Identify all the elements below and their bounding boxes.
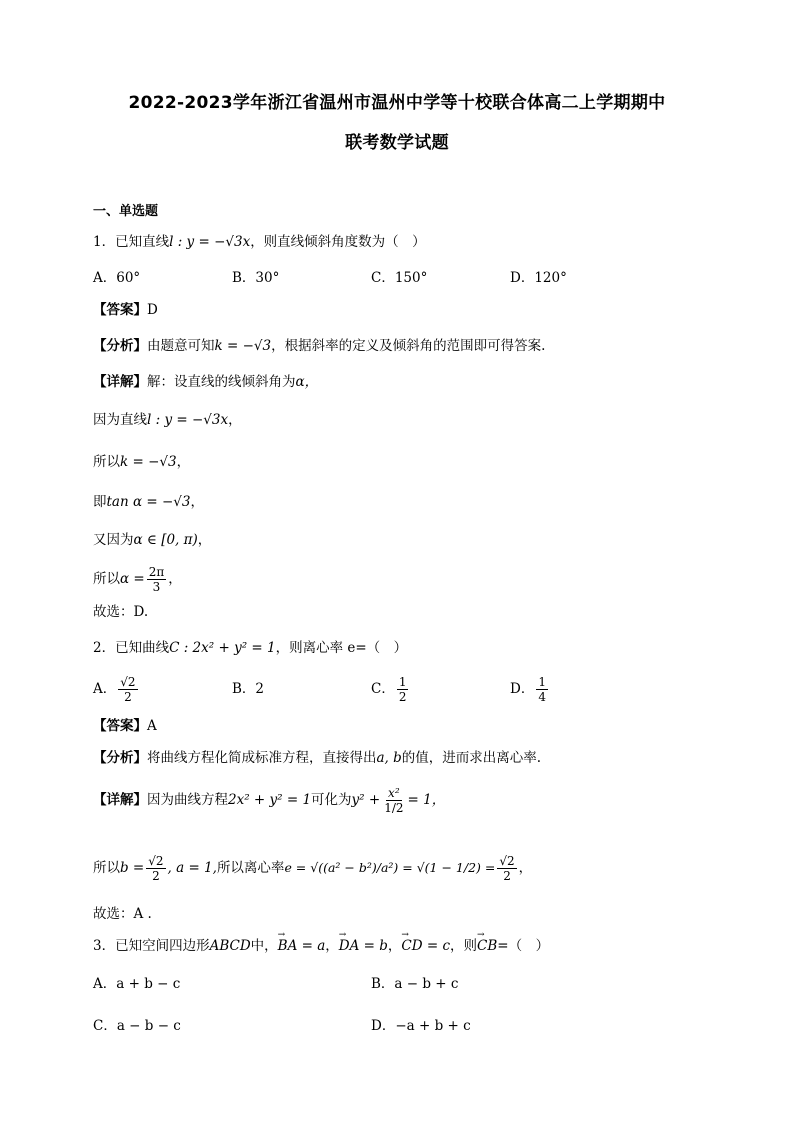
q1-step-5-den: 3: [152, 580, 161, 594]
q3-option-a: A．a + b − c: [93, 976, 181, 992]
q3-prefix: 3．已知空间四边形: [93, 938, 210, 954]
q2-line2-mid: 所以离心率: [216, 860, 285, 876]
q3-option-c: C．a − b − c: [93, 1018, 181, 1034]
q1-answer-tag: 【答案】: [93, 302, 147, 318]
q2-line2-pre: 所以: [93, 860, 120, 876]
q3-option-b: B．a − b + c: [371, 976, 459, 992]
q2-prefix: 2．已知曲线: [93, 640, 170, 656]
q1-analysis-expr: k = −√3: [214, 338, 272, 354]
q2-line2-b-den: 2: [152, 869, 160, 883]
q1-step-5-fraction: [147, 565, 167, 594]
q1-option-b: B．30°: [232, 270, 280, 286]
q3-end: =（ ）: [497, 938, 550, 954]
q2-answer-value: A: [147, 718, 157, 734]
q2-detail-expr: 2x² + y² = 1: [228, 792, 312, 808]
q3-mid: 中，: [250, 938, 278, 954]
q2-option-b: B．2: [232, 681, 265, 697]
q1-detail: [93, 372, 318, 392]
q1-option-c: C．150°: [371, 270, 428, 286]
q1-step-4: [93, 530, 211, 550]
q2-option-c: [371, 672, 410, 706]
q3-vector-cb: → CB: [477, 936, 497, 956]
q2-analysis: [93, 748, 541, 768]
q3-vector-ba: → BA = a: [278, 936, 326, 956]
q2-line2-e: e = √((a² − b²)/a²) = √(1 − 1/2) =: [284, 860, 496, 875]
q3-comma-1: ，: [325, 938, 339, 954]
section-heading: 一、单选题: [93, 204, 159, 219]
q1-step-2-expr: k = −√3: [120, 454, 177, 470]
q2-analysis-post: 的值，进而求出离心率.: [401, 750, 542, 766]
q1-analysis-post: ，根据斜率的定义及倾斜角的范围即可得答案.: [271, 338, 546, 354]
q1-option-d: D．120°: [510, 270, 567, 286]
q2-option-d-fraction: [536, 675, 548, 704]
q2-line2-r-fraction: [497, 854, 516, 883]
q1-step-2-post: ，: [176, 454, 191, 470]
q2-option-d-den: 4: [538, 690, 546, 704]
q2-detail-pre: 因为曲线方程: [147, 792, 228, 808]
q1-step-3-post: ，: [190, 494, 204, 510]
q2-line2-b: b =: [120, 860, 145, 876]
q2-option-d: [510, 672, 550, 706]
q3-comma-2: ，: [387, 938, 402, 954]
q1-step-5: [93, 562, 182, 596]
q2-option-d-label: D．: [510, 681, 535, 697]
document-title-line2: 联考数学试题: [345, 133, 449, 153]
q2-detail-frac-num: x²: [388, 786, 400, 800]
q2-suffix: ，则离心率 e=（ ）: [275, 640, 408, 656]
q1-step-4-post: ，: [197, 532, 212, 548]
question-2: [93, 638, 407, 658]
q2-detail-line2: [93, 850, 532, 886]
q2-detail-y: y² +: [351, 792, 381, 808]
document-title-line1: 2022-2023学年浙江省温州市温州中学等十校联合体高二上学期期中: [128, 93, 666, 113]
q1-answer: [93, 300, 158, 320]
q1-answer-value: D: [147, 302, 158, 318]
q3-vector-cd: → CD = c: [401, 936, 450, 956]
q1-analysis: [93, 336, 545, 356]
q2-expr: C : 2x² + y² = 1: [169, 640, 276, 656]
q2-option-a-fraction: [118, 675, 137, 704]
q1-step-5-pre: 所以: [93, 571, 120, 587]
q2-line2-post: ，: [518, 860, 533, 876]
q1-step-3: [93, 492, 204, 512]
q1-suffix: ，则直线倾斜角度数为（ ）: [250, 234, 426, 250]
q2-option-c-label: C．: [371, 681, 395, 697]
q2-analysis-pre: 将曲线方程化简成标准方程，直接得出: [147, 750, 377, 766]
q1-step-1-pre: 因为直线: [93, 412, 147, 428]
q1-option-a: A．60°: [93, 270, 141, 286]
q2-option-a-den: 2: [124, 690, 132, 704]
q2-line2-r-den: 2: [503, 869, 511, 883]
q1-step-1-expr: l : y = −√3x: [147, 412, 229, 428]
question-1: [93, 232, 426, 252]
q2-analysis-tag: 【分析】: [93, 750, 147, 766]
q3-option-d: D．−a + b + c: [371, 1018, 471, 1034]
q2-option-c-fraction: [397, 675, 409, 704]
q2-option-c-den: 2: [398, 690, 407, 704]
q1-step-5-num: 2π: [148, 565, 165, 579]
q1-expr: l : y = −√3x: [169, 234, 251, 250]
q3-quad: ABCD: [209, 938, 251, 954]
q2-detail-mid: 可化为: [311, 792, 352, 808]
q1-detail-text: 解：设直线的线倾斜角为: [147, 374, 296, 390]
q2-option-a-label: A．: [93, 681, 117, 697]
q2-detail-eq: = 1，: [407, 792, 446, 808]
q2-line2-a: , a = 1,: [167, 860, 217, 876]
q3-suffix: ，则: [450, 938, 478, 954]
q2-detail-tag: 【详解】: [93, 792, 147, 808]
q2-option-d-num: 1: [538, 675, 546, 689]
q1-step-2-pre: 所以: [93, 454, 120, 470]
q1-prefix: 1．已知直线: [93, 234, 170, 250]
q2-option-c-num: 1: [398, 675, 407, 689]
q2-detail-fraction: [382, 786, 405, 815]
q1-step-3-pre: 即: [93, 494, 107, 510]
q2-analysis-expr: a, b: [376, 750, 402, 766]
q3-vector-da: → DA = b: [339, 936, 388, 956]
q2-line2-b-num: √2: [148, 854, 164, 868]
q1-step-3-expr: tan α = −√3: [106, 494, 191, 510]
q2-option-a: [93, 672, 140, 706]
q2-detail-frac-den: 1/2: [384, 801, 404, 815]
q2-answer: [93, 716, 157, 736]
q1-step-1: [93, 410, 242, 430]
q1-step-5-lhs: α =: [120, 571, 145, 587]
q1-detail-alpha: α，: [295, 374, 319, 390]
q2-line2-r-num: √2: [499, 854, 515, 868]
q1-analysis-pre: 由题意可知: [147, 338, 215, 354]
q2-detail: [93, 780, 445, 820]
q1-step-5-post: ，: [168, 571, 182, 587]
q1-conclusion: 故选：D.: [93, 604, 149, 620]
q1-step-2: [93, 452, 190, 472]
q1-detail-tag: 【详解】: [93, 374, 147, 390]
q1-step-4-pre: 又因为: [93, 532, 134, 548]
q2-conclusion: 故选：A .: [93, 906, 152, 922]
q1-step-1-post: ，: [228, 412, 242, 428]
q1-step-4-expr: α ∈ [0, π): [133, 532, 198, 548]
q1-analysis-tag: 【分析】: [93, 338, 147, 354]
q2-line2-b-fraction: [146, 854, 165, 883]
q2-option-a-num: √2: [120, 675, 136, 689]
question-3: [93, 936, 549, 956]
q2-answer-tag: 【答案】: [93, 718, 147, 734]
